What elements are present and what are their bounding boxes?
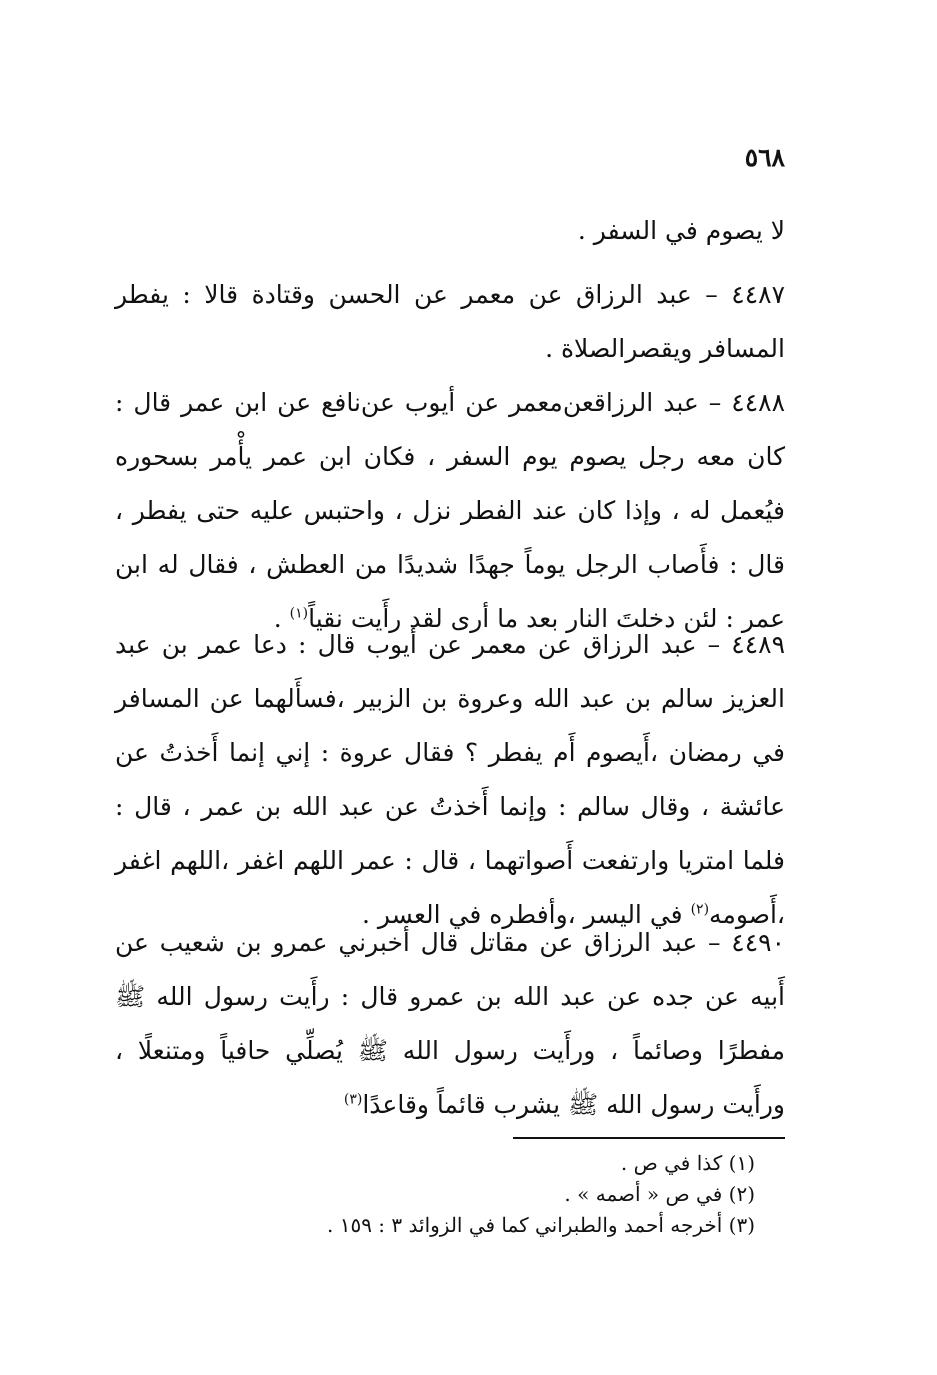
footnote-ref-3: (٣): [343, 1091, 363, 1108]
footnote-ref-2: (٢): [690, 901, 710, 918]
footnote-2: (٢) في ص « أصمه » .: [564, 1182, 755, 1206]
footnote-1: (١) كذا في ص .: [620, 1151, 755, 1175]
hadith-4489-text: ٤٤٨٩ – عبد الرزاق عن معمر عن أيوب قال : دعا عمر بن عبد العزيز سالم بن عبد الله وعروة بن الزبير ،فسأَلهما عن المسافر في رمضان ،أَيصوم أَم يفطر ؟ فقال عروة : إني إنما أَخذتُ عن عائشة ، وقال سالم : وإنما أَخذتُ عن عبد الله بن عمر ، قال : فلما امتريا وارتفعت أَصواتهما ، قال : عمر اللهم اغفر ،اللهم اغفر ،أَصومه: [115, 630, 785, 929]
hadith-4489-tail: في اليسر ،وأفطره في العسر .: [362, 900, 691, 929]
footnote-3: (٣) أخرجه أحمد والطبراني كما في الزوائد ٣ : ١٥٩ .: [327, 1213, 755, 1237]
hadith-4488-tail: .: [273, 604, 290, 633]
document-page: [115, 140, 785, 1280]
hadith-4490: [115, 916, 785, 1132]
hadith-4487: ٤٤٨٧ – عبد الرزاق عن معمر عن الحسن وقتادة قالا : يفطر المسافر ويقصرالصلاة .: [115, 280, 785, 363]
page-number: ٥٦٨: [744, 143, 785, 172]
hadith-4490-text: ٤٤٩٠ – عبد الرزاق عن مقاتل قال أخبرني عمرو بن شعيب عن أَبيه عن جده عن عبد الله بن عمرو قال : رأَيت رسول الله ﷺ مفطرًا وصائماً ، ورأَيت رسول الله ﷺ يُصلِّي حافياً ومتنعلًا ، ورأَيت رسول الله ﷺ يشرب قائماً وقاعدًا: [115, 928, 785, 1119]
footnote-divider: [513, 1137, 785, 1139]
hadith-4488-text: ٤٤٨٨ – عبد الرزاقعن‌معمر عن أيوب عن‌نافع عن ابن عمر قال : كان معه رجل يصوم يوم السفر ، فكان ابن عمر يأْمر بسحوره فيُعمل له ، وإذا كان عند الفطر نزل ، واحتبس عليه حتى يفطر ، قال : فأَصاب الرجل يوماً جهدًا شديدًا من العطش ، فقال له ابن عمر : لئن دخلتَ النار بعد ما أرى لقد رأَيت نقياً: [115, 388, 785, 633]
hadith-4488: [115, 376, 785, 646]
hadith-4489: [115, 618, 785, 942]
footnote-ref-1: (١): [289, 605, 309, 622]
footnotes: [327, 1148, 755, 1241]
continuation-line: لا يصوم في السفر .: [577, 216, 785, 245]
